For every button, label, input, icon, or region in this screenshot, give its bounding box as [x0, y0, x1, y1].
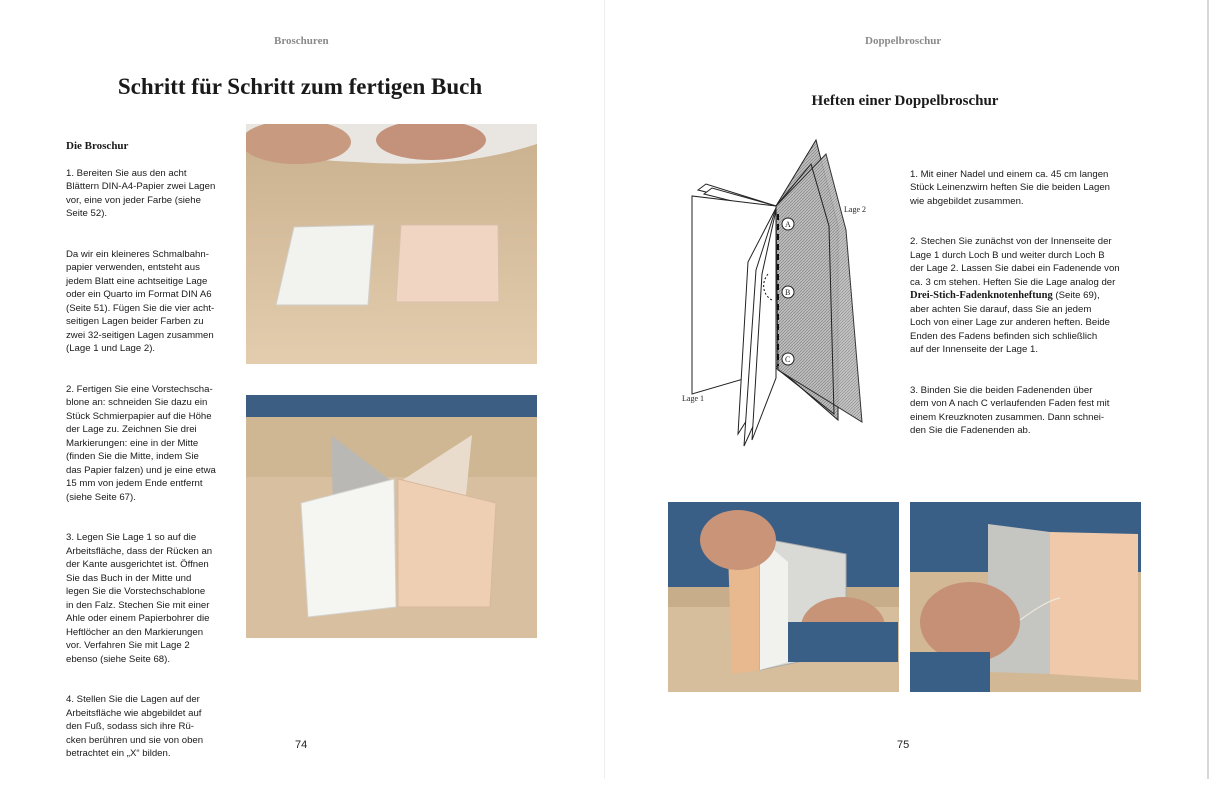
paragraph-4: 3. Legen Sie Lage 1 so auf die Arbeitsfläche, dass der Rücken an der Kante ausgerichtet ist. Öffnen Sie das Buch in der Mitte und legen Sie die Vorstechschablone in den Falz. Stechen Sie mit einer Ahle oder einem Papierbohrer die Heftlöcher an den Markierungen vor. Verfahren Sie mit Lage 2 ebenso (siehe Seite 68).: [66, 532, 213, 665]
paragraph-3: 2. Fertigen Sie eine Vorstechscha- blone an: schneiden Sie dazu ein Stück Schmierpapier auf die Höhe der Lage zu. Zeichnen Sie drei Markierungen: eine in der Mitte (finden Sie die Mitte, indem Sie das Papier falzen) und je eine etwa 15 mm von jedem Ende entfernt (siehe Seite 67).: [66, 383, 216, 503]
hole-b-marker: [782, 286, 794, 298]
page-title: Schritt für Schritt zum fertigen Buch: [117, 74, 483, 99]
photo-two-booklets: [246, 124, 537, 364]
hole-c-marker: [782, 353, 794, 365]
hole-a-marker: [782, 218, 794, 230]
photo-sewing-1: [668, 502, 899, 692]
section-heading: Die Broschur: [66, 139, 129, 152]
paragraph-5: 4. Stellen Sie die Lagen auf der Arbeitsfläche wie abgebildet auf den Fuß, sodass sich ihre Rü- cken berühren und sie von oben betrachtet ein „X“ bilden.: [66, 694, 204, 759]
right-paragraph-2-start: 2. Stechen Sie zunächst von der Innenseite der Lage 1 durch Loch B und weiter durch Loch B der Lage 2. Lassen Sie dabei ein Fadenende von ca. 3 cm stehen. Heften Sie die Lage analog der: [910, 236, 1120, 288]
hole-a-label: A: [785, 220, 791, 229]
hole-b-label: B: [785, 288, 791, 297]
photo-x-booklets: [246, 395, 537, 638]
running-head-left: Broschuren: [274, 35, 329, 47]
photo-sewing-2: [910, 502, 1141, 692]
right-paragraph-2: [910, 235, 1160, 357]
right-paragraph-2-end: (Seite 69), aber achten Sie darauf, dass Sie an jedem Loch von einer Lage zur anderen heften. Beide Enden des Fadens befinden sich schließlich auf der Innenseite der Lage 1.: [910, 290, 1111, 355]
right-paragraph-1: 1. Mit einer Nadel und einem ca. 45 cm langen Stück Leinenzwirn heften Sie die beiden Lagen wie abgebildet zusammen.: [910, 168, 1111, 207]
gutter: [604, 0, 605, 779]
left-text-column: [66, 126, 241, 788]
running-head-right: Doppelbroschur: [865, 35, 942, 47]
paragraph-1: 1. Bereiten Sie aus den acht Blättern DIN-A4-Papier zwei Lagen vor, eine von jeder Farbe (siehe Seite 52).: [66, 167, 216, 219]
section-subtitle: Heften einer Doppelbroschur: [811, 93, 999, 109]
binding-diagram: [676, 134, 896, 459]
lage-2-label: Lage 2: [844, 205, 866, 214]
page-number-left: 74: [295, 739, 308, 751]
right-paragraph-3: 3. Binden Sie die beiden Fadenenden über dem von A nach C verlaufenden Faden fest mit einem Kreuzknoten zusammen. Dann schnei- den Sie die Fadenenden ab.: [910, 384, 1110, 436]
right-paragraph-2-bold: Drei-Stich-Fadenknotenheftung: [910, 290, 1053, 301]
lage-1-label: Lage 1: [682, 394, 704, 403]
page-number-right: 75: [897, 739, 910, 751]
paragraph-2: Da wir ein kleineres Schmalbahn- papier verwenden, entsteht aus jedem Blatt eine achtseitige Lage oder ein Quarto im Format DIN A6 (Seite 51). Fügen Sie die vier acht- seitigen Lagen beider Farben zu zwei 32-seitigen Lagen zusammen (Lage 1 und Lage 2).: [66, 248, 215, 354]
right-text-column: [910, 154, 1160, 465]
hole-c-label: C: [785, 355, 791, 364]
